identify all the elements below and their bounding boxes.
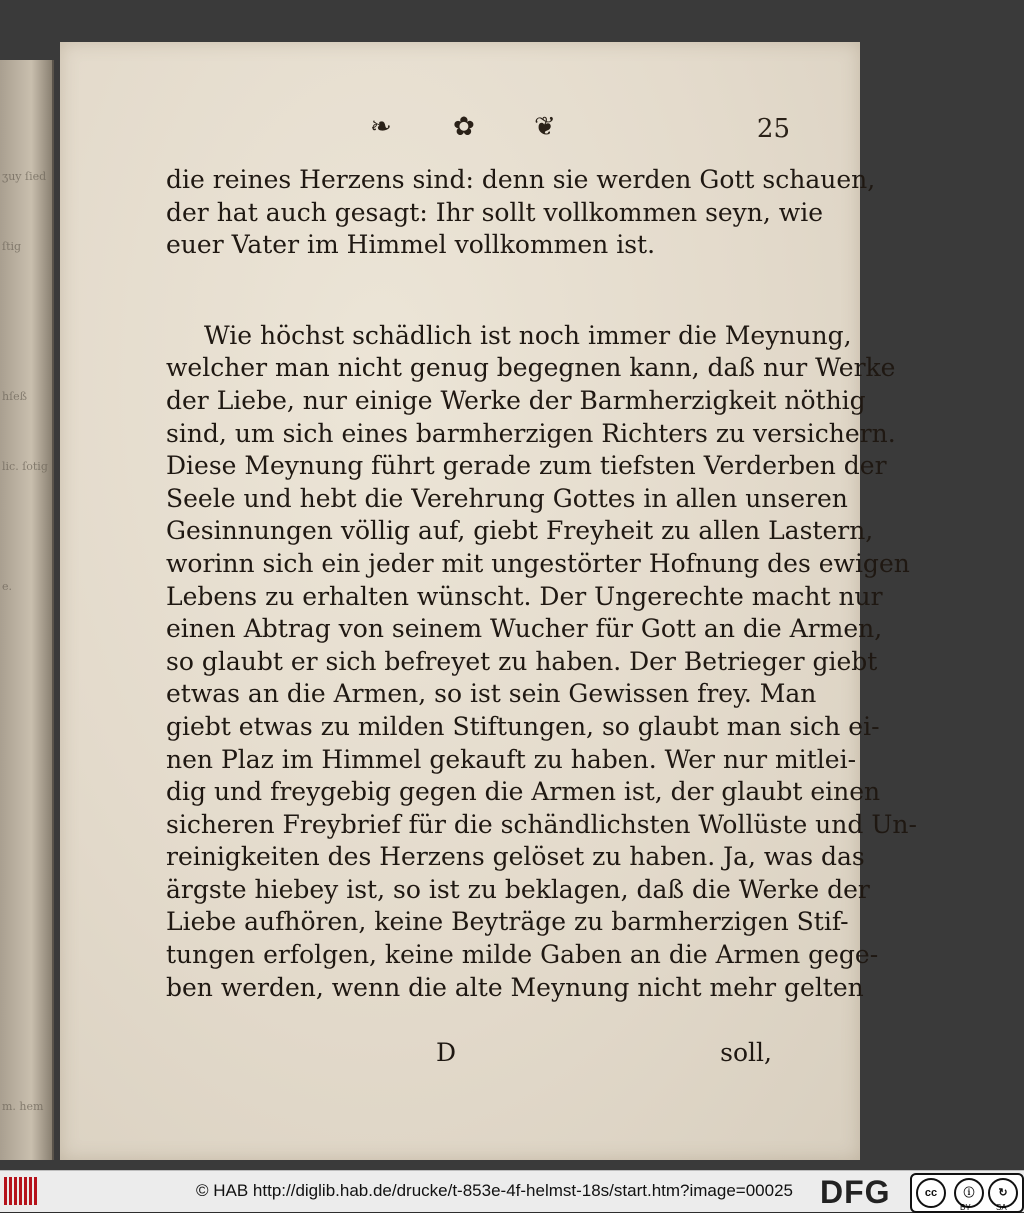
text-line: Seele und hebt die Verehrung Gottes in allen unseren <box>166 483 848 513</box>
text-line: euer Vater im Himmel vollkommen ist. <box>166 230 656 260</box>
text-line: Lebens zu erhalten wünscht. Der Ungerechte macht nur <box>166 581 883 611</box>
sa-icon: ↻ <box>988 1178 1018 1208</box>
text-line: sicheren Freybrief für die schändlichsten Wollüste und Un- <box>166 809 917 839</box>
text-line: der Liebe, nur einige Werke der Barmherzigkeit nöthig <box>166 385 866 415</box>
by-icon: ⓘ <box>954 1178 984 1208</box>
text-line: so glaubt er sich befreyet zu haben. Der Betrieger giebt <box>166 646 878 676</box>
text-line: einen Abtrag von seinem Wucher für Gott an die Armen, <box>166 614 883 644</box>
previous-page-edge: ʒuy ſied ſtig hſeß lic. ſotig e. m. hem <box>0 60 54 1160</box>
ornament-right-icon: ❦ <box>534 112 556 142</box>
text-line: tungen erfolgen, keine milde Gaben an die Armen gege- <box>166 940 879 970</box>
page-header <box>60 112 860 152</box>
text-line: giebt etwas zu milden Stiftungen, so glaubt man sich ei- <box>166 711 880 741</box>
page-number: 25 <box>756 114 790 144</box>
text-line: Gesinnungen völlig auf, giebt Freyheit zu allen Lastern, <box>166 516 874 546</box>
dfg-logo[interactable]: DFG <box>820 1174 891 1210</box>
text-line: reinigkeiten des Herzens gelöset zu haben. Ja, was das <box>166 842 865 872</box>
text-line: worinn sich ein jeder mit ungestörter Hofnung des ewigen <box>166 548 910 578</box>
ornament-left-icon: ❧ <box>370 112 392 142</box>
book-page <box>60 42 917 1160</box>
text-line: die reines Herzens sind: denn sie werden Gott schauen, <box>166 165 876 194</box>
catchword: soll, <box>720 1038 772 1067</box>
cc-icon: cc <box>916 1178 946 1208</box>
text-line: ben werden, wenn die alte Meynung nicht mehr gelten <box>166 972 864 1002</box>
cc-license-badge[interactable] <box>910 1173 1024 1213</box>
hab-logo-icon[interactable] <box>4 1177 50 1205</box>
text-line: der hat auch gesagt: Ihr sollt vollkommen seyn, wie <box>166 197 823 227</box>
text-line: dig und freygebig gegen die Armen ist, der glaubt einen <box>166 777 881 807</box>
text-line: Diese Meynung führt gerade zum tiefsten Verderben der <box>166 451 887 481</box>
by-label: BY <box>960 1203 971 1212</box>
text-line: ärgste hiebey ist, so ist zu beklagen, daß die Werke der <box>166 874 870 904</box>
text-line: welcher man nicht genug begegnen kann, daß nur Werke <box>166 353 896 383</box>
signature-mark: D <box>436 1038 457 1067</box>
text-line: etwas an die Armen, so ist sein Gewissen frey. Man <box>166 679 817 709</box>
text-line: Wie höchst schädlich ist noch immer die Meynung, <box>204 320 852 350</box>
sa-label: SA <box>996 1203 1007 1212</box>
text-line: nen Plaz im Himmel gekauft zu haben. Wer nur mitlei- <box>166 744 857 774</box>
ornament-center-icon: ✿ <box>453 112 475 142</box>
viewer-footer <box>0 1170 1024 1212</box>
source-link[interactable]: © HAB http://diglib.hab.de/drucke/t-853e-4f-helmst-18s/start.htm?image=00025 <box>196 1181 793 1200</box>
text-line: Liebe aufhören, keine Beyträge zu barmherzigen Stif- <box>166 907 849 937</box>
page-foot <box>166 1038 772 1072</box>
text-line: sind, um sich eines barmherzigen Richters zu versichern. <box>166 418 896 448</box>
body-text <box>166 164 917 1004</box>
